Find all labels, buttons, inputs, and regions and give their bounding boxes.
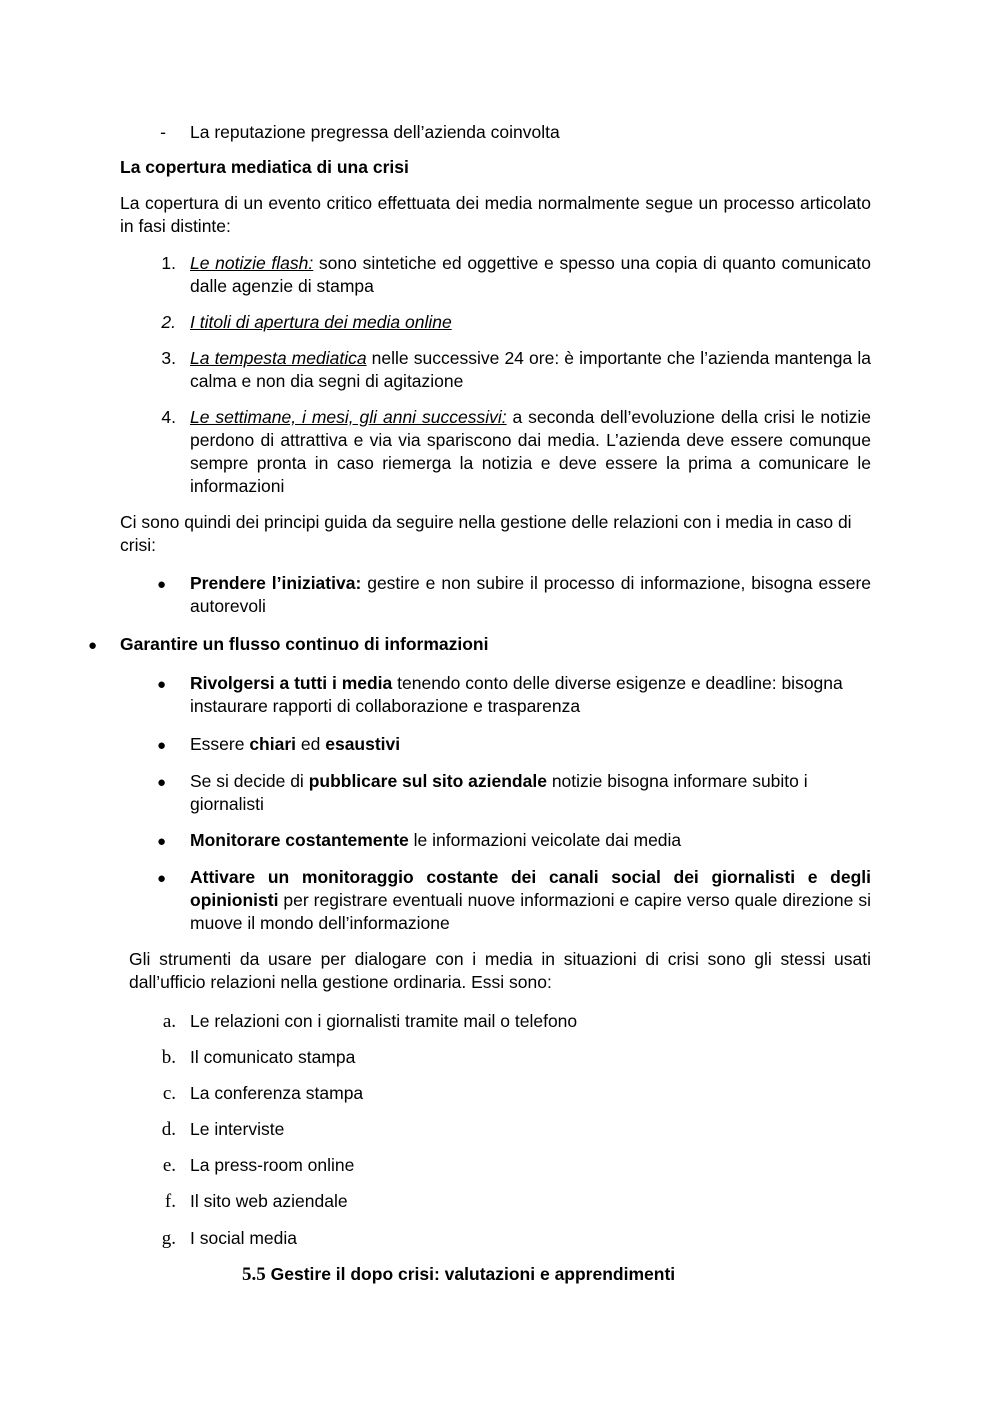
phase-marker: 3.	[161, 348, 176, 368]
phase-description: nelle successive 24 ore: è importante che l’azienda mantenga la calma e non dia segni di agitazione	[190, 348, 871, 391]
principles-intro: Ci sono quindi dei principi guida da seguire nella gestione delle relazioni con i media in caso di crisi:	[120, 512, 852, 555]
tool-marker: e.	[162, 1155, 176, 1176]
phase-text	[190, 252, 871, 298]
phase-marker: 4.	[161, 407, 176, 427]
bullet-icon: ●	[157, 576, 167, 593]
tool-marker: c.	[162, 1083, 176, 1104]
phase-description: a seconda dell’evoluzione della crisi le notizie perdono di attrattiva e via via spariscono dai media. L’azienda deve essere comunque sempre pronta in caso riemerga la notizia e deve essere la prima a comunicare le informazioni	[190, 407, 871, 496]
section-number: 5.5	[242, 1264, 266, 1285]
phase-text	[190, 311, 871, 334]
section-title: Gestire il dopo crisi: valutazioni e apprendimenti	[265, 1264, 676, 1284]
bullet-icon: ●	[157, 870, 167, 887]
phase-marker: 1.	[161, 253, 176, 273]
tool-item: La press-room online	[190, 1155, 355, 1175]
principle-text: Attivare un monitoraggio costante dei canali social dei giornalisti e degli opinionisti per registrare eventuali nuove informazioni e capire verso quale direzione si muove il mondo dell’informazione	[190, 867, 871, 933]
tool-item: Il sito web aziendale	[190, 1191, 348, 1211]
tool-marker: a.	[162, 1011, 176, 1032]
tool-marker: g.	[161, 1228, 176, 1249]
phase-text	[190, 406, 871, 498]
phase-title: Le settimane, i mesi, gli anni successivi:	[190, 407, 507, 427]
phase-title: I titoli di apertura dei media online	[190, 312, 452, 332]
tool-marker: b.	[161, 1047, 176, 1068]
bullet-icon: ●	[157, 774, 167, 791]
principle-text	[190, 572, 871, 618]
dash-marker: -	[160, 122, 166, 142]
tool-marker: d.	[161, 1119, 176, 1140]
tool-marker: f.	[164, 1191, 176, 1212]
principle-bold: chiari	[249, 734, 297, 754]
phase-title: Le notizie flash:	[190, 253, 314, 273]
section-paragraph: La copertura di un evento critico effettuata dei media normalmente segue un processo articolato in fasi distinte:	[120, 193, 871, 236]
phase-text	[190, 347, 871, 393]
tool-item: Il comunicato stampa	[190, 1047, 356, 1067]
principle-outer-text: Garantire un flusso continuo di informazioni	[120, 634, 489, 654]
section-heading: La copertura mediatica di una crisi	[120, 157, 409, 177]
next-section-heading	[242, 1263, 675, 1286]
principle-text: Monitorare costantemente le informazioni veicolate dai media	[190, 830, 682, 850]
principle-bold: Attivare un monitoraggio costante dei canali social dei giornalisti e degli opinionisti	[190, 867, 871, 910]
phase-marker: 2.	[161, 312, 176, 332]
principle-rest: gestire e non subire il processo di informazione, bisogna essere autorevoli	[190, 573, 872, 616]
principle-text: Essere chiari ed esaustivi	[190, 734, 401, 754]
principle-bold: Prendere l’iniziativa:	[190, 573, 362, 593]
principle-text: Rivolgersi a tutti i media tenendo conto delle diverse esigenze e deadline: bisogna instaurare rapporti di collaborazione e trasparenza	[190, 673, 843, 716]
tool-item: La conferenza stampa	[190, 1083, 364, 1103]
principle-bold: Monitorare costantemente	[190, 830, 409, 850]
bullet-icon: ●	[157, 833, 167, 850]
bullet-icon: ●	[157, 737, 167, 754]
principle-text: Se si decide di pubblicare sul sito aziendale notizie bisogna informare subito i giornalisti	[190, 771, 808, 814]
tools-intro: Gli strumenti da usare per dialogare con i media in situazioni di crisi sono gli stessi usati dall’ufficio relazioni nella gestione ordinaria. Essi sono:	[129, 949, 871, 992]
bullet-icon: ●	[157, 676, 167, 693]
intro-item-text: La reputazione pregressa dell’azienda coinvolta	[190, 122, 560, 142]
phase-title: La tempesta mediatica	[190, 348, 367, 368]
bullet-icon: ●	[88, 637, 98, 654]
tool-item: Le relazioni con i giornalisti tramite mail o telefono	[190, 1011, 578, 1031]
tool-item: I social media	[190, 1228, 297, 1248]
principle-bold: pubblicare sul sito aziendale	[308, 771, 547, 791]
principle-bold: Rivolgersi a tutti i media	[190, 673, 393, 693]
phase-description: sono sintetiche ed oggettive e spesso una copia di quanto comunicato dalle agenzie di stampa	[190, 253, 871, 296]
principle-bold: esaustivi	[325, 734, 401, 754]
tool-item: Le interviste	[190, 1119, 285, 1139]
